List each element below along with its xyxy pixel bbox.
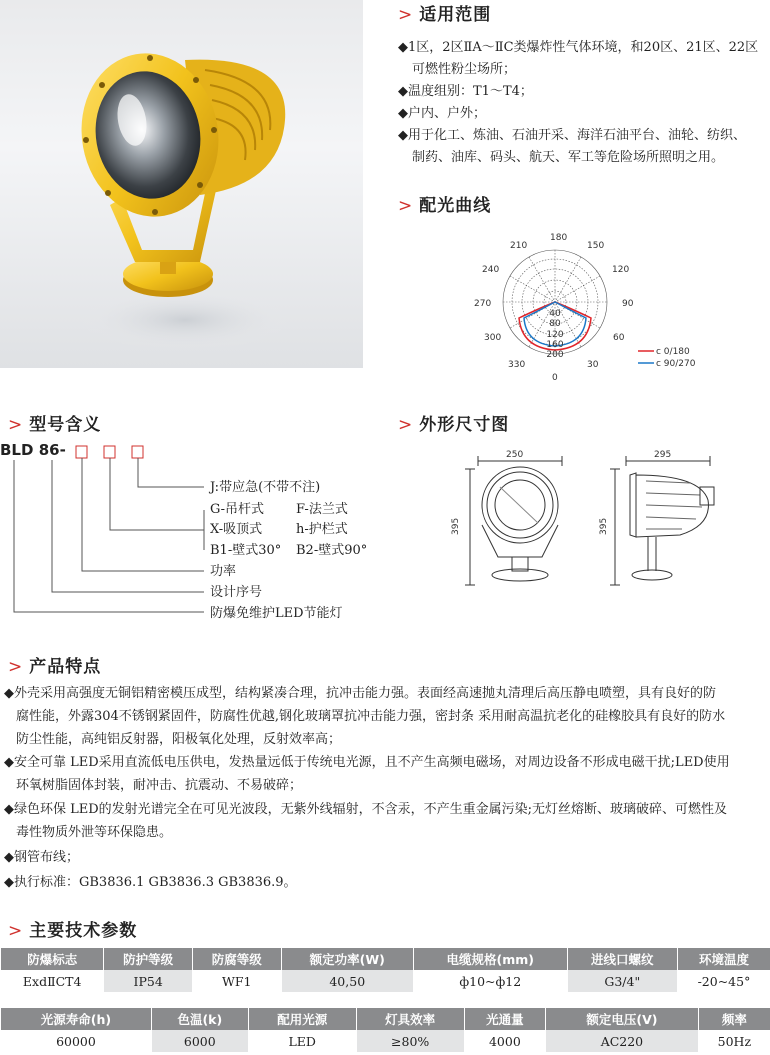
params-table-1: [0, 948, 770, 992]
angle-label: 0: [552, 373, 558, 383]
table-header: 色温(k): [151, 1008, 248, 1030]
angle-label: 270: [474, 299, 492, 309]
arrow-icon: >: [8, 415, 24, 435]
curve-section-title: > 配光曲线: [398, 196, 492, 216]
table-row: [1, 1030, 770, 1052]
params-section-title: > 主要技术参数: [8, 921, 138, 941]
explosion-proof-lamp-image: [0, 0, 363, 368]
model-line-power: 功率: [210, 564, 237, 579]
scope-item: ◆温度组别：T1～T4；: [398, 84, 533, 99]
legend-c90: c 90/270: [656, 359, 696, 369]
feature-line: ◆钢管布线；: [4, 850, 79, 865]
radial-label: 200: [546, 350, 564, 360]
side-height-label: 395: [599, 517, 609, 535]
model-section-title: > 型号含义: [8, 415, 102, 435]
feature-line: ◆安全可靠 LED采用直流低电压供电，发热量远低于传统电光源，且不产生高频电磁场，对周边设备不形成电磁干扰;LED使用: [4, 755, 730, 770]
polar-light-distribution-chart: [460, 228, 700, 388]
table-header: 环境温度: [677, 948, 770, 970]
table-cell: 6000: [151, 1030, 248, 1052]
model-line-design: 设计序号: [210, 585, 263, 600]
legend-c0: c 0/180: [656, 347, 690, 357]
angle-label: 330: [508, 360, 526, 370]
table-cell: IP54: [104, 970, 193, 992]
params-table-2: [0, 1008, 770, 1052]
feature-line: 腐性能，外露304不锈钢紧固件，防腐性优越,钢化玻璃罩抗冲击能力强，密封条 采用耐高温抗老化的硅橡胶具有良好的防水: [16, 709, 726, 724]
feature-line: ◆绿色环保 LED的发射光谱完全在可见光波段，无紫外线辐射，不含汞，不产生重金属污染;无灯丝熔断、玻璃破碎、可燃性及: [4, 802, 728, 817]
arrow-icon: >: [398, 415, 414, 435]
model-line-emergency: J:带应急(不带不注): [210, 480, 321, 495]
scope-item: ◆用于化工、炼油、石油开采、海洋石油平台、油轮、纺织、: [398, 128, 746, 143]
table-cell: LED: [248, 1030, 356, 1052]
side-width-label: 295: [654, 450, 672, 460]
dimension-section-title: > 外形尺寸图: [398, 415, 510, 435]
angle-label: 300: [484, 333, 502, 343]
table-header: 防护等级: [104, 948, 193, 970]
model-line-b2: B2-壁式90°: [296, 543, 368, 558]
table-header-row: [1, 1008, 770, 1030]
arrow-icon: >: [398, 5, 414, 25]
table-header: 进线口螺纹: [567, 948, 677, 970]
model-line-h: h-护栏式: [296, 522, 348, 537]
scope-item: 可燃性粉尘场所；: [412, 62, 517, 77]
table-cell: AC220: [546, 1030, 699, 1052]
table-cell: ф10~ф12: [413, 970, 567, 992]
angle-label: 240: [482, 265, 500, 275]
angle-label: 90: [622, 299, 634, 309]
model-line-b1: B1-壁式30°: [210, 543, 282, 558]
scope-section-title: > 适用范围: [398, 5, 492, 25]
table-header: 光通量: [464, 1008, 546, 1030]
arrow-icon: >: [398, 196, 414, 216]
table-cell: ExdⅡCT4: [1, 970, 104, 992]
table-cell: G3/4": [567, 970, 677, 992]
front-height-label: 395: [451, 517, 461, 535]
angle-label: 30: [587, 360, 599, 370]
table-header: 光源寿命(h): [1, 1008, 152, 1030]
front-width-label: 250: [506, 450, 524, 460]
arrow-icon: >: [8, 657, 24, 677]
model-code: BLD 86-: [0, 441, 66, 459]
table-cell: 60000: [1, 1030, 152, 1052]
feature-line: 环氧树脂固体封装，耐冲击、抗震动、不易破碎；: [16, 778, 303, 793]
model-line-g: G-吊杆式: [210, 502, 265, 517]
scope-item: 制药、油库、码头、航天、军工等危险场所照明之用。: [412, 150, 725, 165]
features-section-title: > 产品特点: [8, 657, 102, 677]
table-cell: -20~45°: [677, 970, 770, 992]
scope-item: ◆户内、户外；: [398, 106, 486, 121]
table-header: 配用光源: [248, 1008, 356, 1030]
radial-label: 80: [549, 319, 561, 329]
angle-label: 210: [510, 241, 528, 251]
feature-line: ◆外壳采用高强度无铜铝精密模压成型，结构紧凑合理，抗冲击能力强。表面经高速抛丸清理后高压静电喷塑，具有良好的防: [4, 686, 716, 701]
model-line-product: 防爆免维护LED节能灯: [210, 606, 343, 621]
table-header: 防爆标志: [1, 948, 104, 970]
angle-label: 60: [613, 333, 625, 343]
angle-label: 180: [550, 233, 568, 243]
feature-line: 防尘性能，高纯铝反射器，阳极氧化处理，反射效率高；: [16, 732, 342, 747]
table-cell: 40,50: [281, 970, 413, 992]
table-header: 额定功率(W): [281, 948, 413, 970]
table-header: 频率: [698, 1008, 770, 1030]
scope-item: ◆1区，2区ⅡA～ⅡC类爆炸性气体环境，和20区、21区、22区: [398, 40, 759, 55]
table-row: [1, 970, 770, 992]
table-cell: 4000: [464, 1030, 546, 1052]
radial-label: 40: [549, 309, 561, 319]
table-header: 额定电压(V): [546, 1008, 699, 1030]
radial-label: 160: [546, 340, 564, 350]
table-cell: WF1: [192, 970, 281, 992]
feature-line: ◆执行标准：GB3836.1 GB3836.3 GB3836.9。: [4, 875, 297, 890]
model-line-f: F-法兰式: [296, 502, 348, 517]
table-header: 灯具效率: [356, 1008, 464, 1030]
product-photo: [0, 0, 363, 368]
feature-line: 毒性物质外泄等环保隐患。: [16, 825, 173, 840]
table-cell: ≥80%: [356, 1030, 464, 1052]
table-header: 防腐等级: [192, 948, 281, 970]
table-cell: 50Hz: [698, 1030, 770, 1052]
table-header: 电缆规格(mm): [413, 948, 567, 970]
model-line-x: X-吸顶式: [210, 522, 263, 537]
arrow-icon: >: [8, 921, 24, 941]
angle-label: 150: [587, 241, 605, 251]
dimension-drawing: [450, 445, 770, 595]
radial-label: 120: [546, 330, 564, 340]
table-header-row: [1, 948, 770, 970]
angle-label: 120: [612, 265, 630, 275]
